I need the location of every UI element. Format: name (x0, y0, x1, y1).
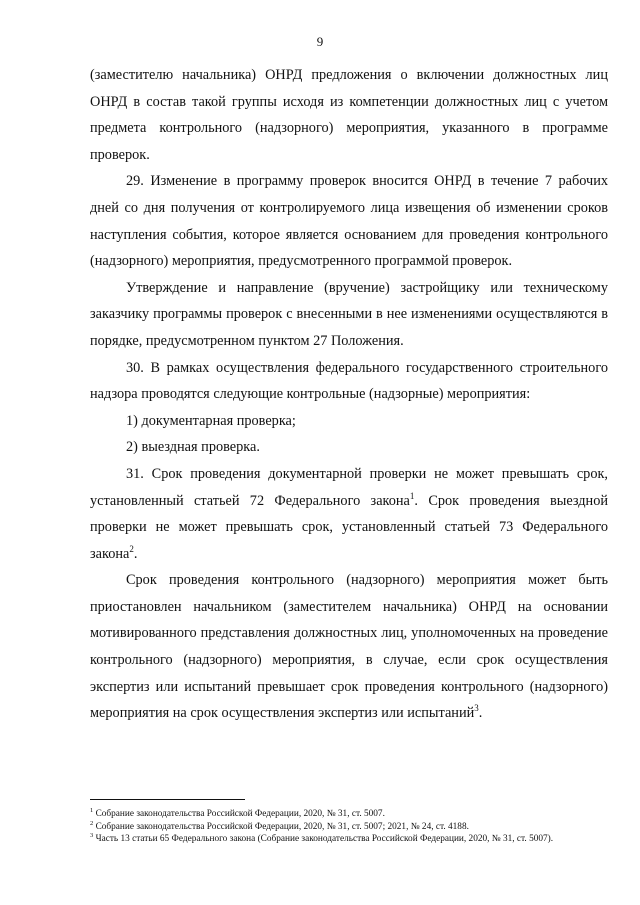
paragraph-approval: Утверждение и направление (вручение) застройщику или техническому заказчику программы проверок с внесенными в нее изменениями осуществляются в порядке, предусмотренном пунктом 27 Положения. (90, 279, 608, 349)
footnote-ref-1: 1 (409, 490, 415, 501)
footnote-mark: 2 (90, 819, 94, 827)
footnotes (90, 808, 608, 846)
footnote-separator (90, 799, 245, 800)
footnote-ref-3: 3 (474, 703, 479, 714)
paragraph-31 (90, 461, 608, 567)
paragraph-31-part-b: . Срок проведения выездной проверки не может превышать срок, установленный статьей 73 Федерального закона (90, 492, 608, 562)
list-item-documentary-check: 1) документарная проверка; (126, 412, 296, 429)
list-item-field-check: 2) выездная проверка. (126, 439, 260, 456)
paragraph-suspension-text: Срок проведения контрольного (надзорного) мероприятия может быть приостановлен начальником (заместителем начальника) ОНРД на основании мотивированного представления должностных лиц, уполномоченных на проведение контрольного (надзорного) мероприятия, в случае, если срок осуществления экспертиз или испытаний превышает срок проведения контрольного (надзорного) мероприятия на срок осуществления экспертиз или испытаний (90, 572, 608, 722)
footnote-mark: 1 (90, 806, 94, 814)
footnote-1 (90, 808, 608, 821)
footnote-mark: 3 (90, 832, 94, 840)
page-number: 9 (316, 34, 324, 49)
footnote-text: Собрание законодательства Российской Федерации, 2020, № 31, ст. 5007; 2021, № 24, ст. 4188. (93, 821, 469, 832)
paragraph-29: 29. Изменение в программу проверок вносится ОНРД в течение 7 рабочих дней со дня получения от контролируемого лица извещения об изменении сроков наступления события, которое является основанием для проведения контрольного (надзорного) мероприятия, предусмотренного программой проверок. (90, 173, 608, 270)
footnote-text: Часть 13 статьи 65 Федерального закона (Собрание законодательства Российской Федерации, 2020, № 31, ст. 5007). (93, 834, 554, 845)
paragraph-suspension-end: . (478, 705, 483, 722)
paragraph-31-part-c: . (133, 545, 138, 562)
footnote-text: Собрание законодательства Российской Федерации, 2020, № 31, ст. 5007. (93, 809, 385, 819)
paragraph-31-part-a: 31. Срок проведения документарной проверки не может превышать срок, установленный статьей 72 Федерального закона (90, 465, 608, 509)
paragraph-continuation: (заместителю начальника) ОНРД предложения о включении должностных лиц ОНРД в состав такой группы исходя из компетенции должностных лиц с учетом предмета контрольного (надзорного) мероприятия, указанного в программе проверок. (90, 67, 608, 163)
footnote-2 (90, 821, 608, 834)
footnote-ref-2: 2 (129, 543, 134, 554)
paragraph-30: 30. В рамках осуществления федерального государственного строительного надзора проводятся следующие контрольные (надзорные) мероприятия: (90, 359, 608, 403)
document-body (90, 62, 608, 727)
paragraph-suspension (90, 567, 608, 727)
footnote-3 (90, 833, 608, 846)
